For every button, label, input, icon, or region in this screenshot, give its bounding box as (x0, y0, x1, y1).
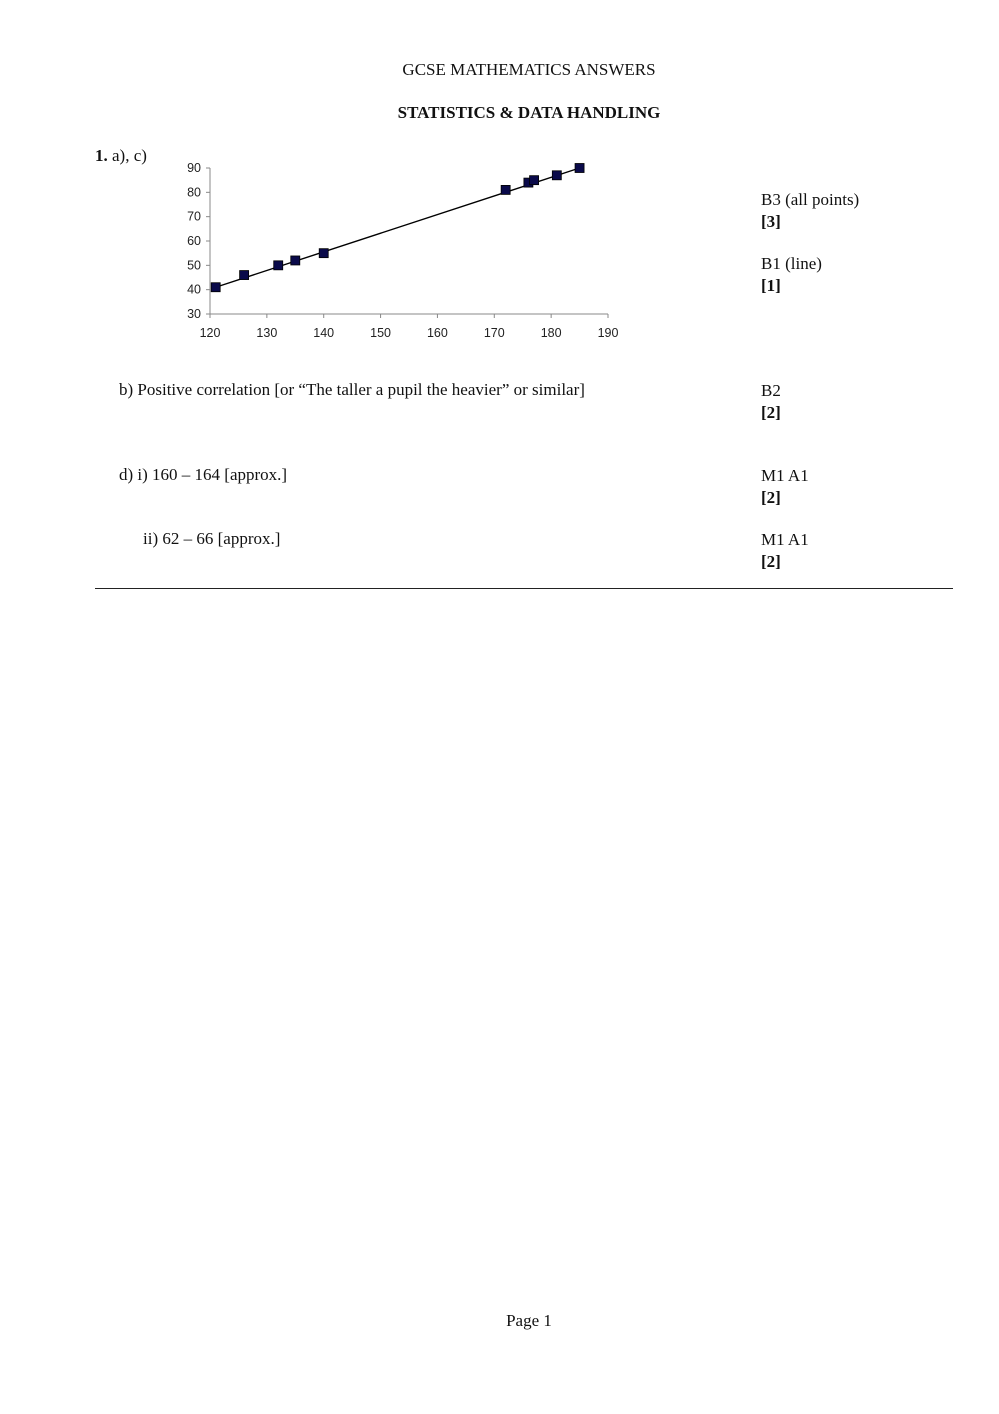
mark-b (761, 380, 781, 424)
data-point-4 (291, 256, 300, 265)
mark-line-label: B1 (line) (761, 254, 822, 273)
x-tick-label-170: 170 (483, 326, 505, 340)
x-tick-label-190: 190 (597, 326, 619, 340)
question-number: 1. (95, 146, 108, 165)
page-number: Page 1 (506, 1311, 552, 1330)
x-tick-label-160: 160 (426, 326, 448, 340)
y-tick-label-60: 60 (187, 234, 201, 248)
mark-b-total: [2] (761, 403, 781, 422)
data-point-2 (240, 271, 249, 280)
scatter-chart-svg (170, 152, 640, 352)
mark-d-i-total: [2] (761, 488, 781, 507)
mark-d-i (761, 465, 809, 509)
y-tick-label-90: 90 (187, 161, 201, 175)
mark-b-label: B2 (761, 381, 781, 400)
answer-d-i: d) i) 160 – 164 [approx.] (119, 465, 288, 484)
mark-d-ii (761, 529, 809, 573)
scatter-chart (170, 152, 640, 352)
x-tick-label-120: 120 (199, 326, 221, 340)
answer-d-ii: ii) 62 – 66 [approx.] (143, 529, 281, 548)
data-point-9 (552, 171, 561, 180)
y-tick-label-50: 50 (187, 258, 201, 273)
mark-points (761, 189, 859, 233)
x-tick-label-130: 130 (256, 326, 278, 340)
mark-d-ii-total: [2] (761, 552, 781, 571)
mark-line-total: [1] (761, 276, 781, 295)
answer-b: b) Positive correlation [or “The taller a pupil the heavier” or similar] (119, 380, 585, 399)
y-tick-label-30: 30 (187, 307, 201, 321)
mark-points-label: B3 (all points) (761, 190, 860, 209)
question-parts: a), c) (112, 146, 147, 165)
data-point-10 (575, 164, 584, 173)
x-tick-label-180: 180 (540, 326, 562, 340)
mark-points-total: [3] (761, 212, 781, 231)
y-tick-label-70: 70 (187, 209, 201, 224)
data-point-3 (274, 261, 283, 270)
mark-line (761, 253, 822, 297)
section-title: STATISTICS & DATA HANDLING (397, 103, 661, 122)
y-tick-label-80: 80 (187, 185, 201, 200)
data-point-5 (319, 249, 328, 258)
x-tick-label-150: 150 (370, 326, 392, 340)
section-divider (95, 588, 953, 589)
mark-d-i-label: M1 A1 (761, 466, 809, 485)
data-point-6 (501, 185, 510, 194)
y-tick-label-40: 40 (187, 282, 201, 297)
page-header-title: GCSE MATHEMATICS ANSWERS (402, 60, 656, 79)
data-point-8 (530, 176, 539, 185)
mark-d-ii-label: M1 A1 (761, 530, 809, 549)
x-tick-label-140: 140 (313, 326, 335, 340)
data-point-1 (211, 283, 220, 292)
question-label (95, 146, 147, 166)
